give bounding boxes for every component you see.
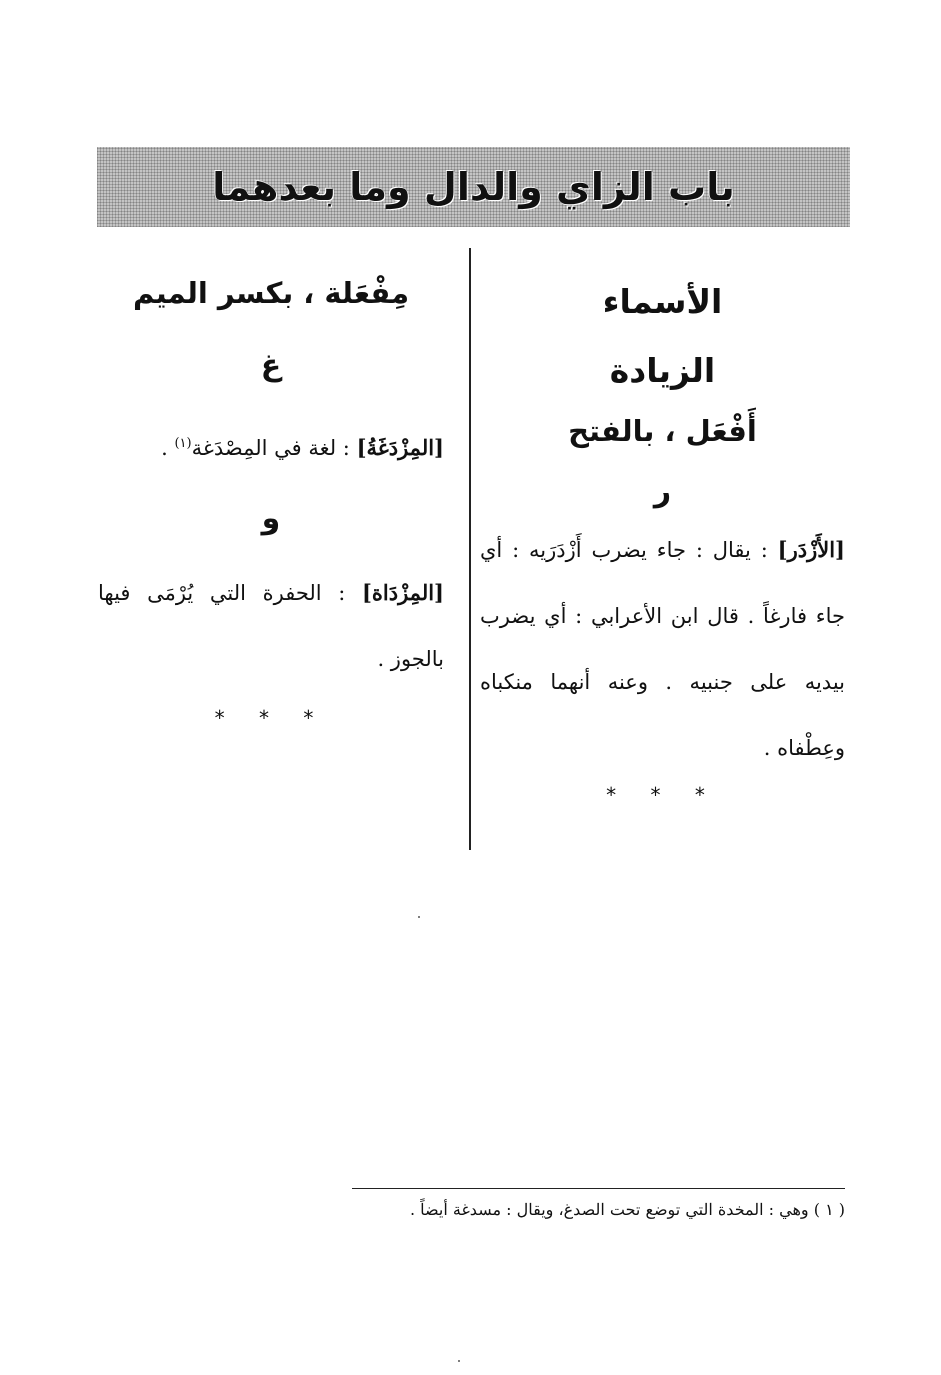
section-heading: الأسماء: [602, 282, 723, 321]
entry-text: : يقال : جاء يضرب أَزْدَرَيه : أي جاء فارغاً . قال ابن الأعرابي : أي يضرب بيديه على جنبيه . وعنه أنهما منكباه وعِطْفاه .: [480, 538, 845, 760]
entry-term: [المِزْدَغَةُ]: [356, 435, 444, 460]
pattern-heading: أَفْعَل ، بالفتح: [568, 414, 757, 448]
entry-end: .: [161, 436, 175, 460]
entry-text: : الحفرة التي يُرْمَى فيها بالجوز .: [98, 581, 444, 671]
letter-heading: غ: [260, 348, 282, 383]
letter-heading: ر: [653, 474, 672, 509]
entry-term: [الأَزْدَر]: [777, 537, 845, 562]
footnote-reference: (١): [174, 436, 192, 451]
section-separator: * * *: [214, 706, 328, 730]
letter-heading: و: [261, 501, 281, 536]
footnote: ( ١ ) وهي : المخدة التي توضع تحت الصدغ، ويقال : مسدغة أيضاً .: [409, 1200, 845, 1219]
chapter-banner: [97, 147, 850, 227]
left-column: [98, 248, 444, 730]
entry-paragraph: [98, 560, 444, 692]
chapter-title: باب الزاي والدال وما بعدهما: [212, 165, 735, 209]
entry-text: : لغة في المِصْدَغة: [191, 436, 350, 460]
subsection-heading: الزيادة: [609, 351, 716, 390]
scan-speck: [458, 1360, 460, 1362]
scan-speck: [418, 916, 420, 918]
footnote-rule: [352, 1188, 845, 1189]
column-divider: [469, 248, 471, 850]
section-separator: * * *: [606, 783, 719, 807]
entry-term: [المِزْدَاة]: [361, 580, 444, 605]
entry-paragraph: [98, 411, 444, 481]
pattern-heading: مِفْعَلة ، بكسر الميم: [132, 276, 410, 310]
right-column: [480, 248, 845, 807]
entry-paragraph: [480, 517, 845, 781]
